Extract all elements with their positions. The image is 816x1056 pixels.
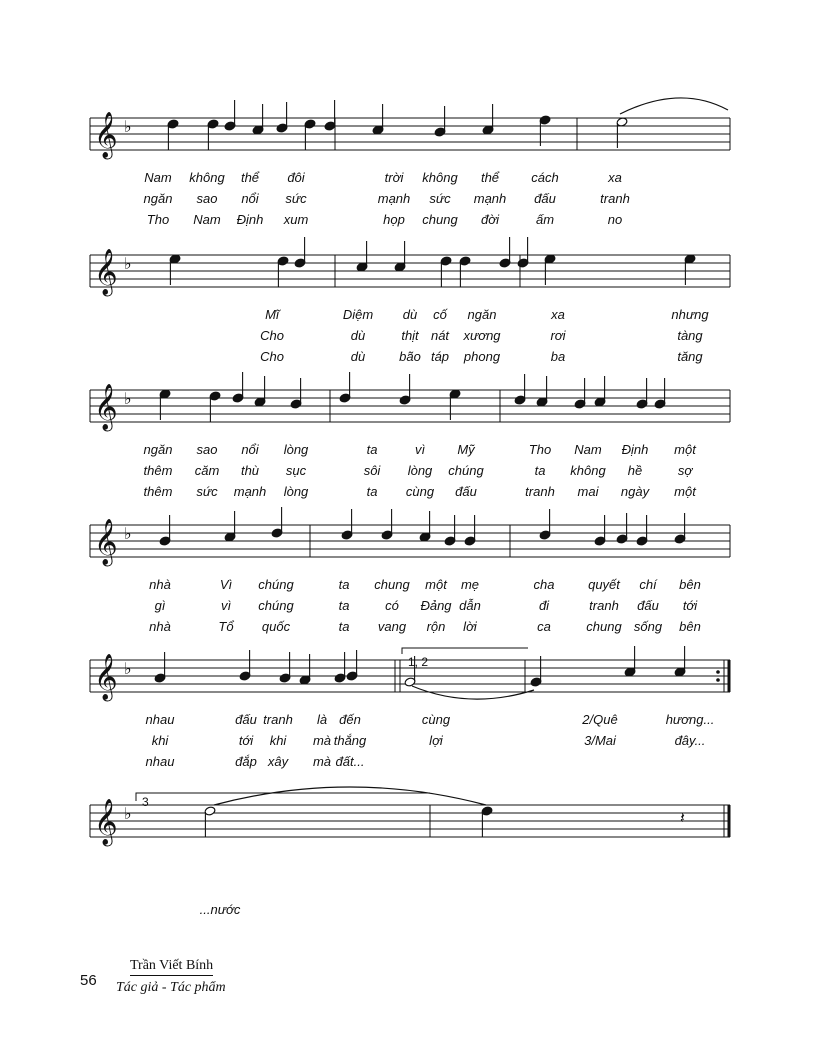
lyric-syllable: thịt [401,328,419,343]
lyric-syllable: chung [422,212,458,227]
lyric-syllable: đấu [455,484,477,499]
lyric-syllable: cha [533,577,555,592]
slur [412,686,534,699]
lyric-syllable: là [316,712,328,727]
lyric-syllable: bên [679,619,701,634]
lyric-syllable: Mỹ [457,442,475,457]
lyric-syllable: tới [238,733,254,748]
lyric-syllable: mạnh [473,191,507,206]
lyric-syllable: thể [240,170,260,185]
lyric-syllable: căm [194,463,220,478]
lyric-syllable: đến [339,712,361,727]
lyric-syllable: lòng [283,484,309,499]
lyric-syllable: mẹ [460,577,480,592]
treble-clef-icon: 𝄞 [94,384,118,430]
lyric-syllable: tranh [525,484,555,499]
flat-sign-icon: ♭ [124,117,132,136]
lyric-syllable: hề [627,463,643,478]
lyric-syllable: Tho [146,212,170,227]
lyric-syllable: một [674,484,696,499]
lyric-syllable: Tho [528,442,552,457]
lyric-syllable: mai [577,484,599,499]
lyric-syllable: Diệm [342,307,374,322]
treble-clef-icon: 𝄞 [94,249,118,295]
lyric-syllable: lòng [283,442,309,457]
lyric-syllable: ngăn [467,307,497,322]
lyric-syllable: dù [402,307,418,322]
lyric-syllable: vang [377,619,407,634]
lyric-syllable: thể [480,170,500,185]
flat-sign-icon: ♭ [124,254,132,273]
flat-sign-icon: ♭ [124,389,132,408]
lyric-syllable: Nam [193,212,221,227]
flat-sign-icon: ♭ [124,804,132,823]
lyric-syllable: tranh [600,191,630,206]
lyric-syllable: sao [196,442,218,457]
treble-clef-icon: 𝄞 [94,799,118,845]
lyric-syllable: nhà [149,619,171,634]
lyric-syllable: dẫn [459,598,481,613]
lyric-syllable: ba [550,349,566,364]
lyric-syllable: trời [384,170,404,185]
lyric-syllable: ngăn [143,191,173,206]
lyric-syllable: đấu [637,598,659,613]
lyric-syllable: xa [551,307,565,322]
lyric-syllable: tranh [589,598,619,613]
lyric-syllable: lợi [429,733,443,748]
lyric-syllable: tranh [263,712,293,727]
lyric-syllable: ấm [535,212,555,227]
treble-clef-icon: 𝄞 [94,112,118,158]
lyric-syllable: sức [429,191,451,206]
lyric-syllable: thêm [143,484,173,499]
lyric-syllable: khi [269,733,287,748]
lyric-syllable: lời [463,619,477,634]
lyric-syllable: ca [537,619,551,634]
lyric-syllable: bên [679,577,701,592]
lyric-syllable: cách [531,170,559,185]
lyric-syllable: no [607,212,623,227]
lyric-syllable: tăng [677,349,703,364]
volta-3-label: 3 [142,795,149,809]
lyric-syllable: đắp [235,754,257,769]
lyric-syllable: ...nước [199,902,241,917]
lyric-syllable: xương [463,328,501,343]
lyric-syllable: chí [639,577,657,592]
lyric-syllable: chúng [258,598,294,613]
lyric-syllable: nát [430,328,450,343]
book-subtitle: Tác giả - Tác phẩm [116,980,226,995]
lyric-syllable: thắng [333,733,367,748]
lyric-syllable: mạnh [233,484,267,499]
lyric-syllable: sôi [363,463,381,478]
quarter-rest-icon: 𝄽 [680,808,685,827]
lyric-syllable: bão [399,349,421,364]
repeat-dot [716,678,720,682]
lyric-syllable: chúng [258,577,294,592]
lyric-syllable: đi [538,598,550,613]
lyric-syllable: mà [312,733,332,748]
lyric-syllable: lòng [407,463,433,478]
lyric-syllable: nổi [241,191,259,206]
lyric-syllable: không [422,170,458,185]
lyric-syllable: thù [240,463,260,478]
lyric-syllable: thêm [143,463,173,478]
lyric-syllable: ta [338,619,350,634]
lyric-syllable: sức [196,484,218,499]
lyric-syllable: đời [481,212,499,227]
lyric-syllable: mạnh [377,191,411,206]
repeat-dot [716,670,720,674]
lyric-syllable: đôi [287,170,305,185]
page-number: 56 [80,972,97,989]
lyric-syllable: Đảng [420,598,452,613]
lyric-syllable: đây... [674,733,706,748]
lyric-syllable: cố [433,307,447,322]
lyric-syllable: sống [633,619,663,634]
lyric-syllable: nhưng [671,307,709,322]
lyric-syllable: ta [338,598,350,613]
lyric-syllable: ngăn [143,442,173,457]
lyric-syllable: đấu [235,712,257,727]
lyric-syllable: nhau [145,712,175,727]
lyric-syllable: Cho [260,349,284,364]
lyric-syllable: đấu [534,191,556,206]
book-author: Trần Viết Bính [130,958,213,976]
lyric-syllable: chúng [448,463,484,478]
lyric-syllable: quốc [261,619,291,634]
slur [620,98,728,114]
lyric-syllable: có [385,598,399,613]
lyric-syllable: khi [151,733,169,748]
lyric-syllable: sức [285,191,307,206]
lyric-syllable: một [674,442,696,457]
flat-sign-icon: ♭ [124,524,132,543]
treble-clef-icon: 𝄞 [94,519,118,565]
lyric-syllable: không [570,463,606,478]
volta-bracket [136,793,430,801]
lyric-syllable: cùng [421,712,451,727]
lyric-syllable: Tổ [218,619,234,634]
lyric-syllable: xa [608,170,622,185]
treble-clef-icon: 𝄞 [94,654,118,700]
lyric-syllable: vì [220,598,232,613]
lyric-syllable: hương... [665,712,715,727]
lyric-syllable: nhau [145,754,175,769]
lyric-syllable: nhà [149,577,171,592]
lyric-syllable: chung [586,619,622,634]
lyric-syllable: dù [350,328,366,343]
lyric-syllable: cùng [405,484,435,499]
lyric-syllable: xây [267,754,289,769]
lyric-syllable: quyết [588,577,620,592]
lyric-syllable: gì [154,598,166,613]
lyric-syllable: rơi [550,328,566,343]
lyric-syllable: Định [621,442,649,457]
lyric-syllable: sục [285,463,307,478]
lyric-syllable: ta [534,463,546,478]
lyric-syllable: sao [196,191,218,206]
lyric-syllable: táp [430,349,450,364]
lyric-syllable: Vì [219,577,233,592]
lyric-syllable: không [189,170,225,185]
lyric-syllable: Cho [260,328,284,343]
lyric-syllable: một [425,577,447,592]
lyric-syllable: ta [338,577,350,592]
flat-sign-icon: ♭ [124,659,132,678]
lyric-syllable: Định [236,212,264,227]
lyric-syllable: chung [374,577,410,592]
lyric-syllable: 2/Quê [582,712,618,727]
volta-1-2-label: 1, 2 [408,655,429,669]
lyric-syllable: mà [312,754,332,769]
lyric-syllable: dù [350,349,366,364]
slur [214,787,486,805]
lyric-syllable: ta [366,442,378,457]
lyric-syllable: họp [383,212,405,227]
lyric-syllable: vì [414,442,426,457]
lyric-syllable: sợ [677,463,693,478]
lyric-syllable: nổi [241,442,259,457]
lyric-syllable: Nam [144,170,172,185]
lyric-syllable: rộn [426,619,446,634]
lyric-syllable: ngày [620,484,650,499]
lyric-syllable: tới [682,598,698,613]
lyric-syllable: Nam [574,442,602,457]
volta-bracket [402,648,528,654]
lyric-syllable: phong [463,349,501,364]
lyric-syllable: tàng [677,328,703,343]
lyric-syllable: xum [283,212,309,227]
lyric-syllable: 3/Mai [584,733,616,748]
lyric-syllable: Mĩ [265,307,279,322]
lyric-syllable: đất... [335,754,365,769]
lyric-syllable: ta [366,484,378,499]
